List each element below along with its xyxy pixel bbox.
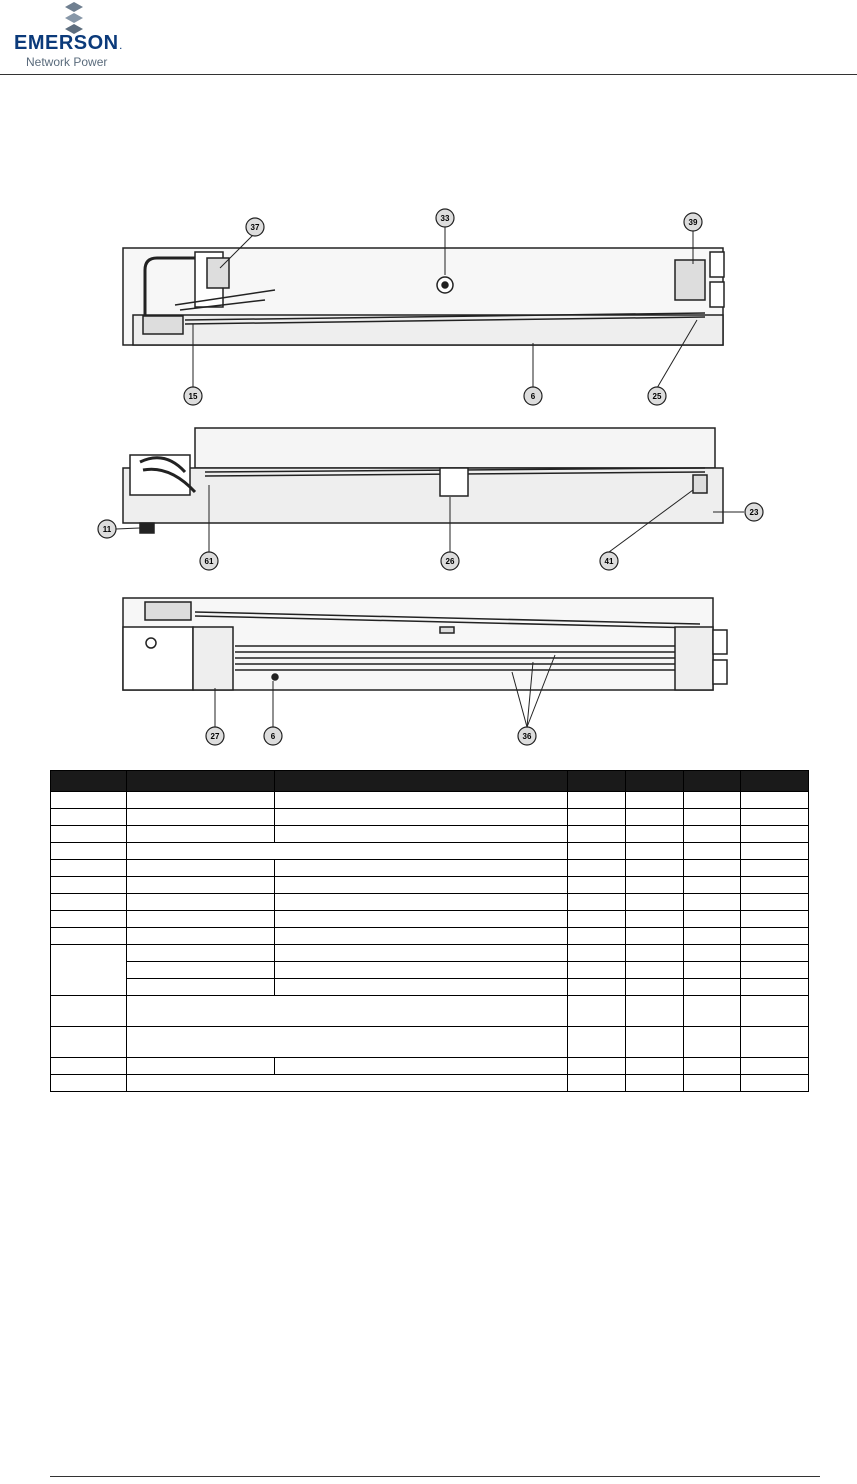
callout-23 [745, 503, 763, 521]
table-row [51, 860, 809, 877]
svg-text:26: 26 [445, 557, 455, 566]
table-row [51, 979, 809, 996]
table-row [51, 894, 809, 911]
parts-table [50, 770, 809, 1092]
svg-text:23: 23 [749, 508, 759, 517]
callout-39 [684, 213, 702, 231]
top-view [123, 248, 724, 345]
brand-subtitle: Network Power [26, 55, 108, 69]
table-row [51, 843, 809, 860]
table-row [51, 962, 809, 979]
table-row [51, 928, 809, 945]
svg-text:25: 25 [652, 392, 662, 401]
callout-37 [246, 218, 264, 236]
callout-61 [200, 552, 218, 570]
header-divider [0, 74, 857, 75]
table-row [51, 945, 809, 962]
middle-view [123, 428, 723, 533]
parts-diagram [85, 200, 785, 755]
svg-text:36: 36 [522, 732, 532, 741]
callout-36 [518, 727, 536, 745]
svg-text:37: 37 [250, 223, 260, 232]
svg-text:41: 41 [604, 557, 614, 566]
svg-text:33: 33 [440, 214, 450, 223]
emerson-logo-icon [61, 1, 87, 35]
table-row [51, 1075, 809, 1092]
svg-text:6: 6 [530, 392, 536, 401]
svg-text:11: 11 [102, 525, 112, 534]
table-row [51, 1058, 809, 1075]
table-row [51, 996, 809, 1027]
callout-26 [441, 552, 459, 570]
callout-33 [436, 209, 454, 227]
callout-15 [184, 387, 202, 405]
table-header-row [51, 771, 809, 792]
callout-6-top [524, 387, 542, 405]
svg-text:6: 6 [270, 732, 276, 741]
svg-text:15: 15 [188, 392, 198, 401]
table-row [51, 911, 809, 928]
footer-divider [50, 1476, 820, 1477]
callout-6-bottom [264, 727, 282, 745]
bottom-view [123, 598, 727, 690]
table-row [51, 877, 809, 894]
callout-11 [98, 520, 116, 538]
svg-text:39: 39 [688, 218, 698, 227]
brand-name: EMERSON. [14, 32, 123, 54]
callout-41 [600, 552, 618, 570]
table-row [51, 826, 809, 843]
svg-text:27: 27 [210, 732, 220, 741]
table-row [51, 1027, 809, 1058]
table-row [51, 792, 809, 809]
page-header [0, 0, 857, 76]
callout-25 [648, 387, 666, 405]
callout-27 [206, 727, 224, 745]
table-row [51, 809, 809, 826]
svg-text:61: 61 [204, 557, 214, 566]
